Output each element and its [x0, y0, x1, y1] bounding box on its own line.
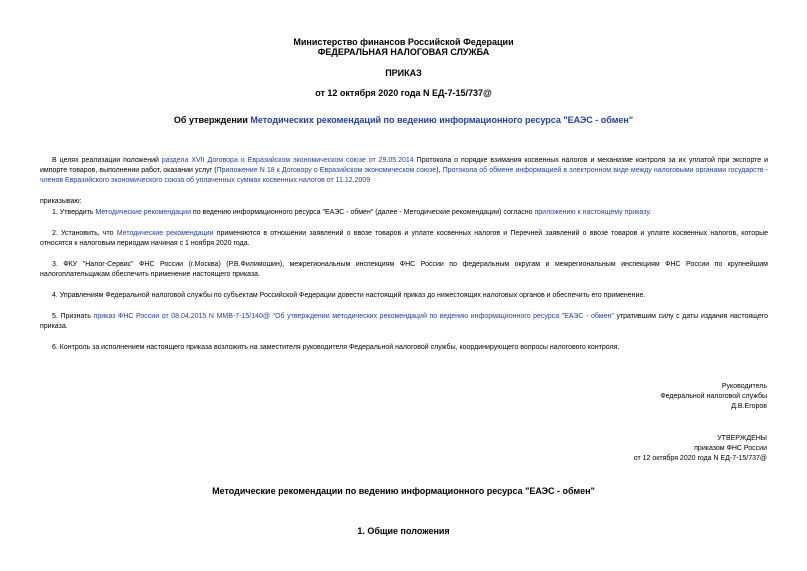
item-5-text-b: утратившим силу с даты издания настоящего приказа. — [40, 313, 769, 330]
signature-name: Д.В.Егоров — [731, 403, 767, 410]
item-1-text-a: 1. Утвердить — [52, 209, 96, 216]
annex-18-link[interactable]: Приложение N 18 к Договору о Евразийском экономическом союзе — [216, 167, 437, 174]
signature-organization: Федеральной налоговой службы — [660, 393, 767, 400]
item-2-text-b: применяются в отношении заявлений о ввозе товаров и уплате косвенных налогов и Перечней заявлений о ввозе товаров и уплате косвенных налогов, которые относятся к налоговым периодам начиная с 1 ноября 2020 года. — [40, 230, 769, 247]
subject-prefix: Об утверждении — [173, 115, 251, 125]
item-1-text-b: по ведению информационного ресурса "ЕАЭС - обмен" (далее - Методические рекомендации) согласно — [190, 209, 535, 216]
item-4: 4. Управлениям Федеральной налоговой службы по субъектам Российской Федерации довести настоящий приказ до нижестоящих налоговых органов и обеспечить его применение. — [52, 292, 646, 299]
item-1 — [40, 208, 768, 218]
item-1-text-c: . — [649, 209, 652, 216]
item-3: 3. ФКУ "Налог-Сервис" ФНС России (г.Москва) (Р.В.Филимошин), межрегиональным инспекциям ФНС России по федеральным округам и межрегиональным инспекциям ФНС России по крупнейшим налогоплательщикам обеспечить применение настоящего приказа. — [40, 261, 768, 278]
intro-text-c: ), — [436, 167, 443, 174]
ministry-name: Министерство финансов Российской Федерации — [293, 37, 514, 47]
service-name: ФЕДЕРАЛЬНАЯ НАЛОГОВАЯ СЛУЖБА — [317, 47, 490, 57]
item-2-text-a: 2. Установить, что — [52, 230, 117, 237]
item-6: 6. Контроль за исполнением настоящего приказа возложить на заместителя руководителя Федеральной налоговой службы, координирующего вопросы налогового контроля. — [52, 344, 620, 351]
annex-title: Методические рекомендации по ведению информационного ресурса "ЕАЭС - обмен" — [212, 486, 595, 496]
intro-text-b: Протокола о порядке взимания косвенных налогов и механизме контроля за их уплатой при экспорте и импорте товаров, выполнении работ, оказании услуг ( — [40, 157, 768, 174]
section-heading: 1. Общие положения — [357, 526, 450, 536]
annex-link[interactable]: приложению к настоящему приказу — [534, 209, 650, 216]
doc-type: ПРИКАЗ — [385, 68, 422, 78]
approval-block — [634, 434, 767, 464]
exchange-protocol-link[interactable]: Протокола об обмене информацией в электронном виде между налоговыми органами государств - членов Евразийского экономического союза об уплаченных суммах косвенных налогов от 11.12.2009 — [40, 167, 768, 184]
item-5 — [40, 312, 768, 332]
treaty-section-link[interactable]: раздела XVII Договора о Евразийском экономическом союзе от 29.05.2014 — [161, 157, 414, 164]
signature-block — [660, 382, 767, 412]
guidelines-link-2[interactable]: Методические рекомендации — [116, 230, 214, 237]
intro-paragraph — [40, 156, 768, 186]
approval-word: УТВЕРЖДЕНЫ — [717, 435, 767, 442]
item-5-text-a: 5. Признать — [52, 313, 94, 320]
approval-order: приказом ФНС России — [694, 445, 767, 452]
guidelines-link-1[interactable]: Методические рекомендации — [95, 209, 191, 216]
subject-link[interactable]: Методических рекомендаций по ведению информационного ресурса "ЕАЭС - обмен" — [250, 115, 634, 125]
signature-position: Руководитель — [721, 383, 767, 390]
item-2 — [40, 229, 768, 249]
doc-date: от 12 октября 2020 года N ЕД-7-15/737@ — [315, 88, 492, 98]
order-word: приказываю: — [40, 198, 82, 205]
doc-subject — [0, 115, 807, 126]
approval-date: от 12 октября 2020 года N ЕД-7-15/737@ — [633, 455, 767, 462]
intro-text-a: В целях реализации положений — [52, 157, 162, 164]
repealed-order-link[interactable]: приказ ФНС России от 08.04.2015 N ММВ-7-15/140@ "Об утверждении методических рекомендаций по ведению информационного ресурса "ЕАЭС - обмен" — [93, 313, 614, 320]
